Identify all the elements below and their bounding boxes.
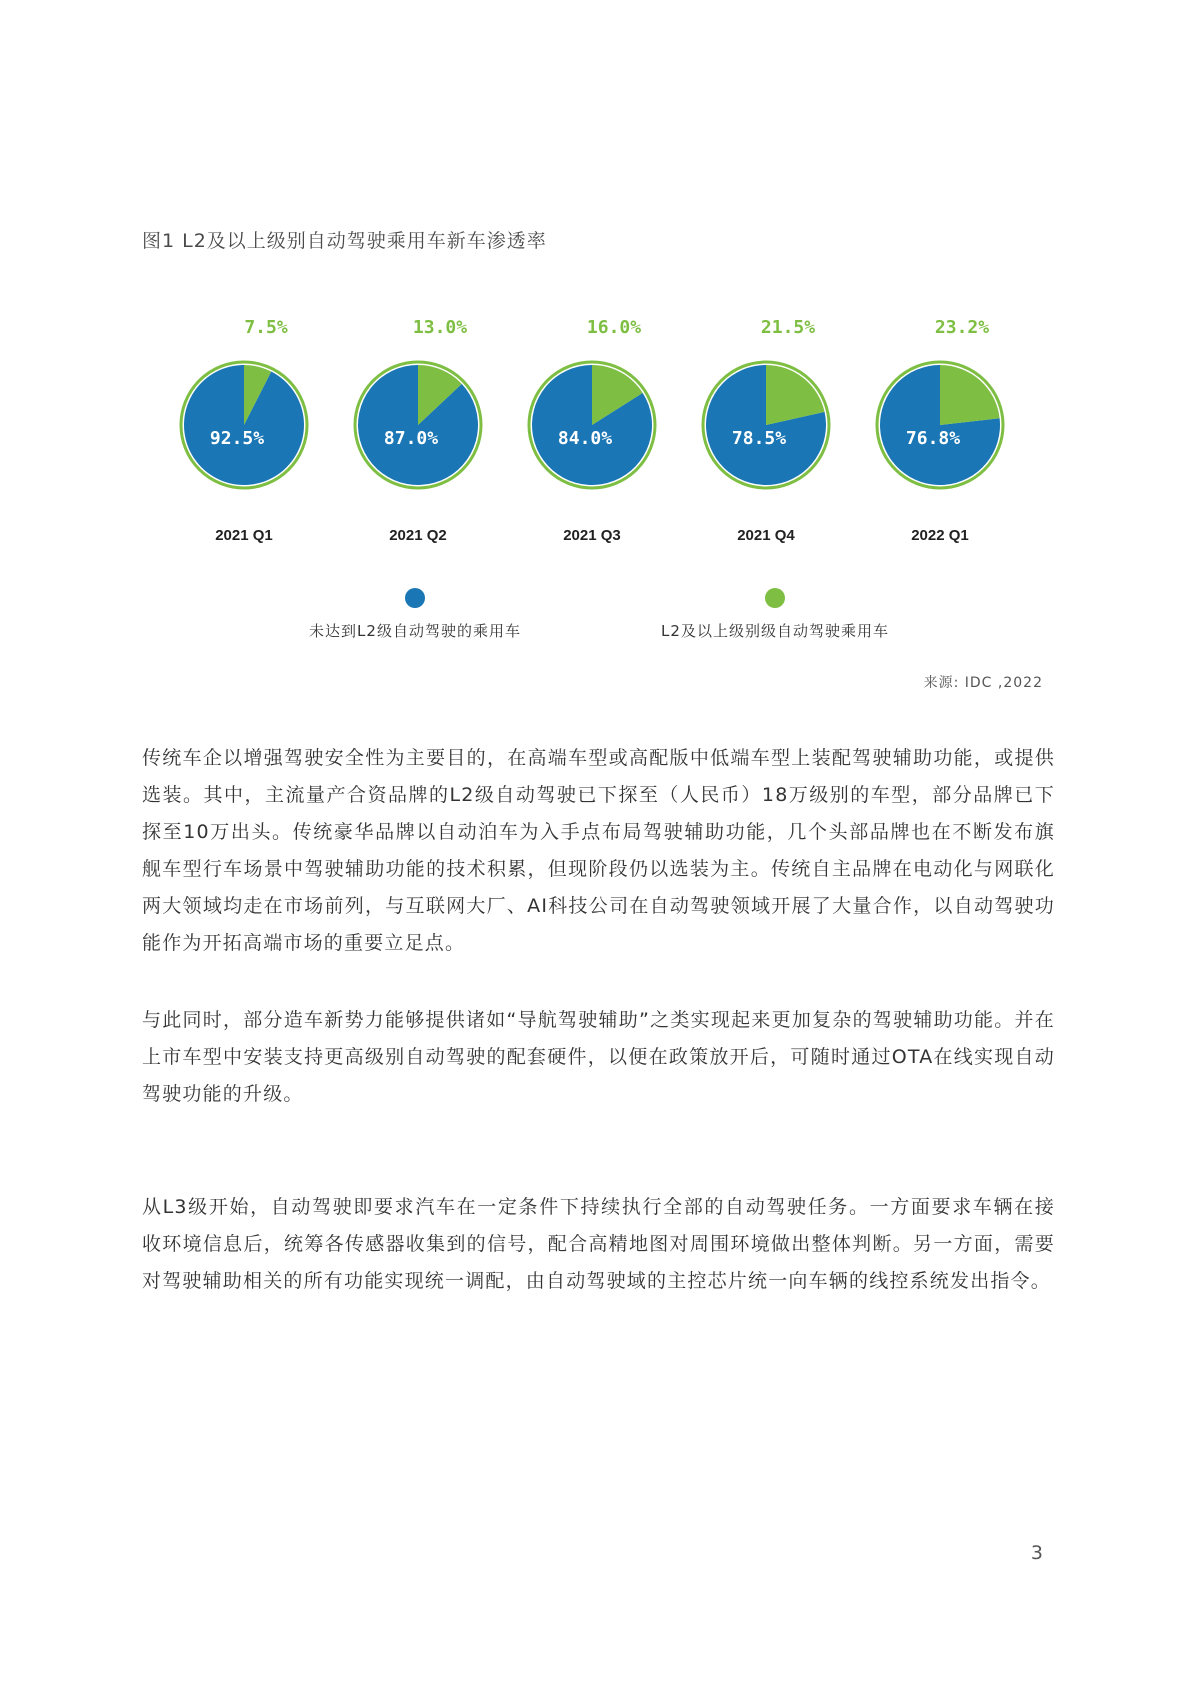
pie-label-not-l2: 78.5% [731, 428, 787, 449]
source-note: 来源: IDC ,2022 [923, 675, 1043, 691]
pie-category-label: 2021 Q3 [563, 527, 621, 544]
legend-blue-dot [405, 588, 425, 608]
pie-slice-not-l2 [184, 365, 304, 485]
pie-label-l2-plus: 23.2% [934, 317, 990, 338]
pie-4 [703, 317, 829, 544]
legend-item-not-l2 [265, 588, 565, 641]
pie-label-not-l2: 84.0% [557, 428, 613, 449]
pie-label-l2-plus: 16.0% [586, 317, 642, 338]
pie-category-label: 2022 Q1 [911, 527, 969, 544]
paragraph-2: 与此同时，部分造车新势力能够提供诸如“导航驾驶辅助”之类实现起来更加复杂的驾驶辅助功能。并在上市车型中安装支持更高级别自动驾驶的配套硬件，以便在政策放开后，可随时通过OTA在线实现自动驾驶功能的升级。 [142, 1009, 1055, 1105]
pie-category-label: 2021 Q2 [389, 527, 447, 544]
page-number: 3 [1030, 1542, 1043, 1564]
legend-label-not-l2: 未达到L2级自动驾驶的乘用车 [309, 622, 521, 640]
paragraph-1: 传统车企以增强驾驶安全性为主要目的，在高端车型或高配版中低端车型上装配驾驶辅助功能，或提供选装。其中，主流量产合资品牌的L2级自动驾驶已下探至（人民币）18万级别的车型，部分品牌已下探至10万出头。传统豪华品牌以自动泊车为入手点布局驾驶辅助功能，几个头部品牌也在不断发布旗舰车型行车场景中驾驶辅助功能的技术积累，但现阶段仍以选装为主。传统自主品牌在电动化与网联化两大领域均走在市场前列，与互联网大厂、AI科技公司在自动驾驶领域开展了大量合作，以自动驾驶功能作为开拓高端市场的重要立足点。 [142, 747, 1055, 954]
paragraph-3: 从L3级开始，自动驾驶即要求汽车在一定条件下持续执行全部的自动驾驶任务。一方面要求车辆在接收环境信息后，统筹各传感器收集到的信号，配合高精地图对周围环境做出整体判断。另一方面，需要对驾驶辅助相关的所有功能实现统一调配，由自动驾驶域的主控芯片统一向车辆的线控系统发出指令。 [142, 1196, 1055, 1292]
pie-chart-group [0, 317, 1190, 550]
pie-label-not-l2: 76.8% [905, 428, 961, 449]
pie-label-not-l2: 92.5% [209, 428, 265, 449]
pie-1 [181, 317, 307, 544]
pie-category-label: 2021 Q1 [215, 527, 273, 544]
pie-label-not-l2: 87.0% [383, 428, 439, 449]
pie-category-label: 2021 Q4 [737, 527, 795, 544]
pie-label-l2-plus: 13.0% [412, 317, 468, 338]
legend-label-l2-plus: L2及以上级别级自动驾驶乘用车 [661, 622, 889, 640]
pie-slice-l2-plus [940, 365, 1000, 425]
pie-5 [877, 317, 1003, 544]
figure-title: 图1 L2及以上级别自动驾驶乘用车新车渗透率 [142, 230, 547, 252]
pie-2 [355, 317, 481, 544]
pie-3 [529, 317, 655, 544]
pie-label-l2-plus: 21.5% [760, 317, 816, 338]
legend-green-dot [765, 588, 785, 608]
legend-item-l2-plus [625, 588, 925, 641]
pie-label-l2-plus: 7.5% [244, 317, 288, 338]
